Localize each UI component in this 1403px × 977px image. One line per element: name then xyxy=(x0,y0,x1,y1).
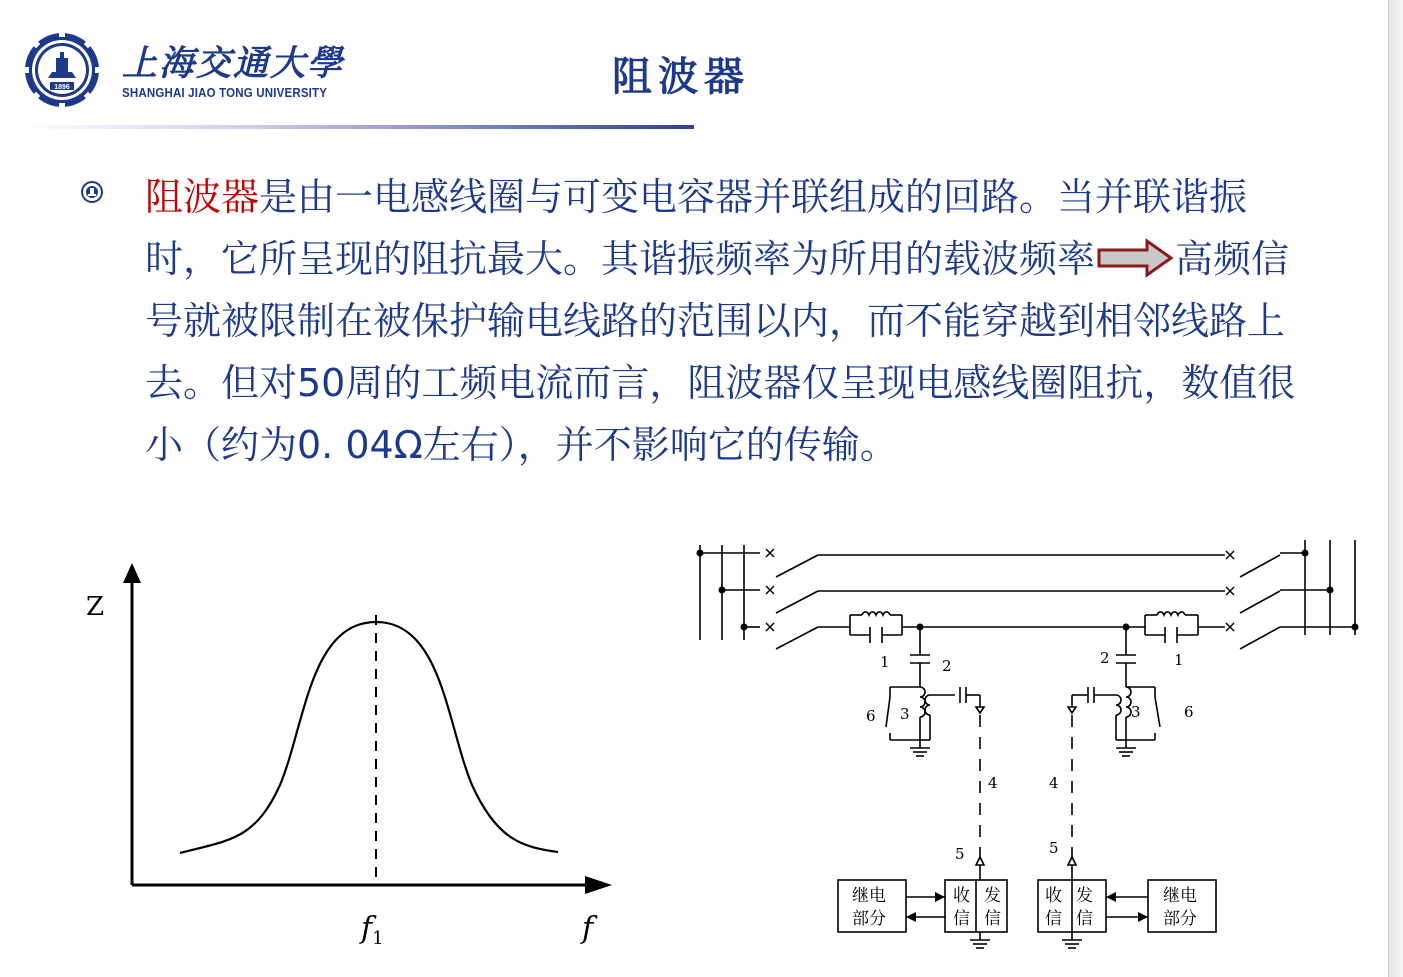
recv-box-right-line2: 信 xyxy=(1045,909,1062,929)
label-cable-left: 4 xyxy=(988,774,998,792)
right-arrow-icon xyxy=(1095,238,1175,278)
relay-box-right-line2: 部分 xyxy=(1163,909,1197,929)
recv-box-left-line2: 信 xyxy=(953,909,970,929)
body-text-part1: 是由一电感线圈与可变电容器并联组成的回路。当并联谐振时，它所呈现的阻抗最大。其谐振频率为所用的载波频率 xyxy=(145,175,1248,281)
y-axis-label: Z xyxy=(86,592,105,622)
sjtu-seal-logo xyxy=(22,30,102,110)
label-capacitor-left: 2 xyxy=(942,657,952,675)
seal-year: 1896 xyxy=(54,84,70,91)
right-edge-strip xyxy=(1388,0,1403,977)
x-axis-label: f xyxy=(582,911,594,946)
label-cable-right: 4 xyxy=(1049,774,1059,792)
label-node-right: 5 xyxy=(1049,839,1059,857)
label-switch-right: 6 xyxy=(1184,703,1194,721)
label-wave-trap-right: 1 xyxy=(1174,651,1184,669)
relay-box-left-line2: 部分 xyxy=(852,909,886,929)
sjtu-seal-bullet-icon xyxy=(80,180,104,204)
slide-title: 阻波器 xyxy=(612,53,750,100)
university-name-en: SHANGHAI JIAO TONG UNIVERSITY xyxy=(122,86,328,100)
x-axis-arrowhead xyxy=(585,876,612,894)
wave-trap-circuit-diagram xyxy=(690,535,1370,955)
label-switch-left: 6 xyxy=(866,707,876,725)
resonance-curve xyxy=(180,622,558,853)
impedance-frequency-curve xyxy=(80,555,640,955)
send-box-left-line2: 信 xyxy=(984,909,1001,929)
relay-box-right-line1: 继电 xyxy=(1163,886,1197,906)
recv-box-left-line1: 收 xyxy=(953,886,970,906)
relay-box-left-line1: 继电 xyxy=(852,886,886,906)
body-text-part2: 高频信号就被限制在被保护输电线路的范围以内，而不能穿越到相邻线路上去。但对50周的工频电流而言，阻波器仅呈现电感线圈阻抗，数值很小（约为0. 04Ω左右），并不影响它的传输。 xyxy=(145,237,1296,467)
highlight-term: 阻波器 xyxy=(145,175,260,219)
header-divider xyxy=(22,125,694,129)
label-wave-trap-left: 1 xyxy=(880,653,890,671)
body-paragraph xyxy=(145,166,1305,476)
y-axis-arrowhead xyxy=(123,563,141,583)
label-filter-left: 3 xyxy=(900,705,910,723)
send-box-left-line1: 发 xyxy=(984,886,1001,906)
send-box-right-line2: 信 xyxy=(1076,909,1093,929)
send-box-right-line1: 发 xyxy=(1076,886,1093,906)
university-name-cn: 上海交通大學 xyxy=(122,43,345,84)
label-capacitor-right: 2 xyxy=(1100,649,1110,667)
recv-box-right-line1: 收 xyxy=(1045,886,1062,906)
peak-frequency-label: $f_1$ xyxy=(361,911,384,949)
label-filter-right: 3 xyxy=(1131,703,1141,721)
label-node-left: 5 xyxy=(955,845,965,863)
